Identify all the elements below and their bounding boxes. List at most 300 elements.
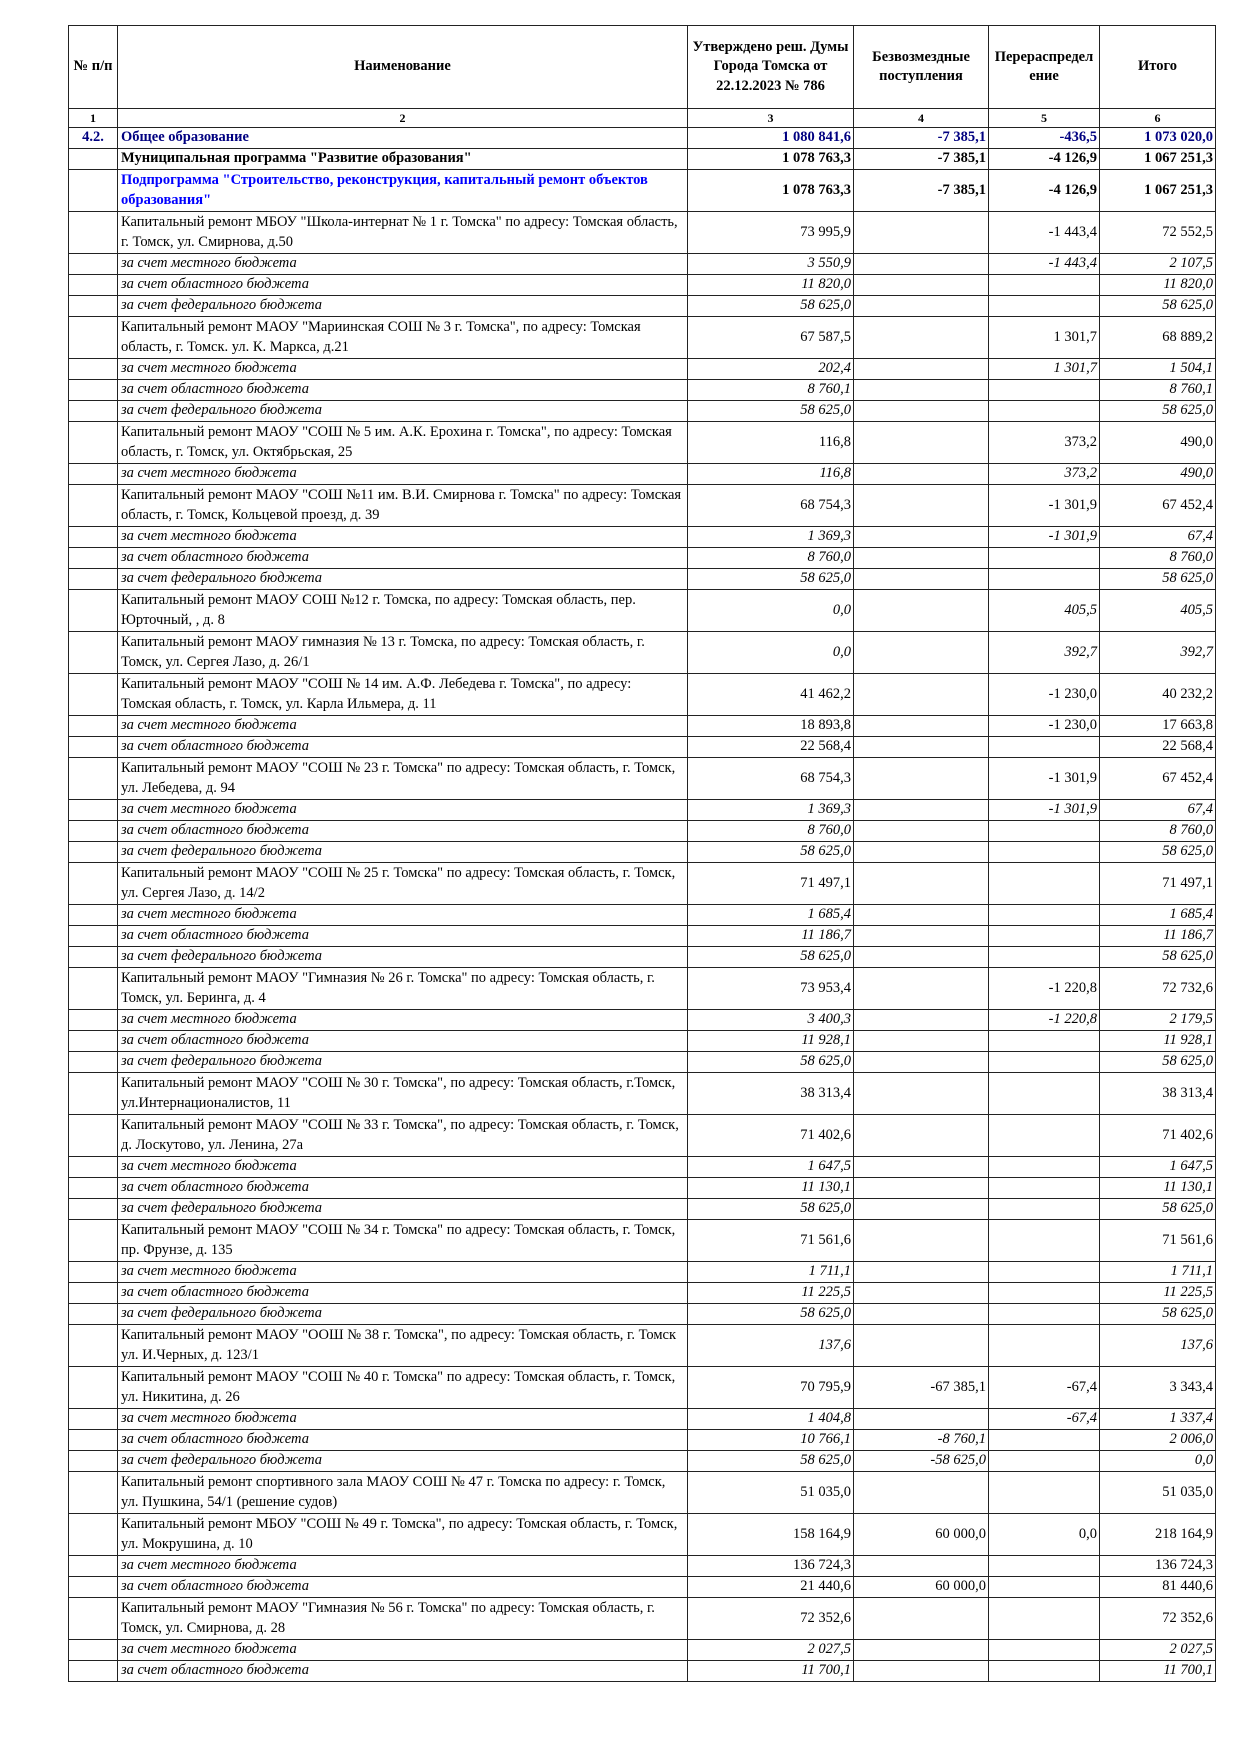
row-name: Капитальный ремонт МАОУ гимназия № 13 г. Томска, по адресу: Томская область, г. Томск, ул. Сергея Лазо, д. 26/1 [118,632,688,674]
row-number [69,1052,118,1073]
col-number: 3 [688,109,854,128]
approved-value: 1 685,4 [688,905,854,926]
redistribution-value: -436,5 [989,128,1100,149]
funding-source-row [69,842,1216,863]
table-row [69,674,1216,716]
grants-value [854,1178,989,1199]
grants-value: -58 625,0 [854,1451,989,1472]
approved-value: 71 561,6 [688,1220,854,1262]
row-name: Капитальный ремонт МАОУ "СОШ № 25 г. Томска" по адресу: Томская область, г. Томск, ул. Сергея Лазо, д. 14/2 [118,863,688,905]
table-row [69,1367,1216,1409]
total-value: 22 568,4 [1100,737,1216,758]
table-row [69,1514,1216,1556]
grants-value [854,1640,989,1661]
row-name: Капитальный ремонт МАОУ "Мариинская СОШ № 3 г. Томска", по адресу: Томская область, г. Томск. ул. К. Маркса, д.21 [118,317,688,359]
funding-source-row [69,464,1216,485]
approved-value: 58 625,0 [688,1052,854,1073]
row-number [69,1409,118,1430]
total-value: 81 440,6 [1100,1577,1216,1598]
row-number [69,1010,118,1031]
row-number [69,170,118,212]
redistribution-value [989,1304,1100,1325]
row-number [69,548,118,569]
total-value: 137,6 [1100,1325,1216,1367]
redistribution-value: 392,7 [989,632,1100,674]
redistribution-value [989,275,1100,296]
grants-value: 60 000,0 [854,1577,989,1598]
table-row [69,968,1216,1010]
table-row [69,422,1216,464]
approved-value: 202,4 [688,359,854,380]
total-value: 11 820,0 [1100,275,1216,296]
approved-value: 11 186,7 [688,926,854,947]
total-value: 58 625,0 [1100,842,1216,863]
approved-value: 1 404,8 [688,1409,854,1430]
funding-source-row [69,401,1216,422]
redistribution-value: -1 230,0 [989,674,1100,716]
approved-value: 58 625,0 [688,401,854,422]
row-name: за счет местного бюджета [118,716,688,737]
funding-source-row [69,737,1216,758]
row-number [69,1556,118,1577]
approved-value: 38 313,4 [688,1073,854,1115]
total-value: 405,5 [1100,590,1216,632]
redistribution-value [989,1220,1100,1262]
row-number [69,1472,118,1514]
funding-source-row [69,548,1216,569]
grants-value [854,1304,989,1325]
grants-value: -67 385,1 [854,1367,989,1409]
grants-value: 60 000,0 [854,1514,989,1556]
approved-value: 11 928,1 [688,1031,854,1052]
redistribution-value [989,1325,1100,1367]
funding-source-row [69,1640,1216,1661]
row-name: за счет местного бюджета [118,1409,688,1430]
total-value: 67,4 [1100,800,1216,821]
total-value: 58 625,0 [1100,401,1216,422]
row-name: за счет областного бюджета [118,821,688,842]
row-number [69,254,118,275]
row-name: Капитальный ремонт МБОУ "Школа-интернат № 1 г. Томска" по адресу: Томская область, г. Томск, ул. Смирнова, д.50 [118,212,688,254]
redistribution-value [989,842,1100,863]
row-number [69,1304,118,1325]
total-value: 11 186,7 [1100,926,1216,947]
funding-source-row [69,1157,1216,1178]
row-name: за счет федерального бюджета [118,1052,688,1073]
funding-source-row [69,569,1216,590]
approved-value: 73 953,4 [688,968,854,1010]
row-number [69,1514,118,1556]
table-row [69,632,1216,674]
approved-value: 71 497,1 [688,863,854,905]
total-value: 72 352,6 [1100,1598,1216,1640]
grants-value [854,569,989,590]
row-name: Общее образование [118,128,688,149]
row-name: Капитальный ремонт МБОУ "СОШ № 49 г. Томска", по адресу: Томская область, г. Томск, ул. Мокрушина, д. 10 [118,1514,688,1556]
redistribution-value: -4 126,9 [989,170,1100,212]
row-name: Капитальный ремонт МАОУ "Гимназия № 26 г. Томска" по адресу: Томская область, г. Томск, ул. Беринга, д. 4 [118,968,688,1010]
approved-value: 1 078 763,3 [688,170,854,212]
redistribution-value [989,821,1100,842]
funding-source-row [69,1010,1216,1031]
row-number [69,800,118,821]
row-name: за счет областного бюджета [118,1577,688,1598]
grants-value [854,1472,989,1514]
redistribution-value [989,863,1100,905]
approved-value: 58 625,0 [688,1304,854,1325]
grants-value [854,212,989,254]
approved-value: 58 625,0 [688,842,854,863]
funding-source-row [69,1430,1216,1451]
row-number [69,1262,118,1283]
redistribution-value [989,905,1100,926]
total-value: 392,7 [1100,632,1216,674]
total-value: 8 760,1 [1100,380,1216,401]
grants-value [854,1325,989,1367]
table-row [69,758,1216,800]
total-value: 0,0 [1100,1451,1216,1472]
redistribution-value: -1 301,9 [989,485,1100,527]
total-value: 11 225,5 [1100,1283,1216,1304]
grants-value: -7 385,1 [854,149,989,170]
total-value: 17 663,8 [1100,716,1216,737]
table-row [69,1325,1216,1367]
total-value: 67,4 [1100,527,1216,548]
approved-value: 0,0 [688,632,854,674]
redistribution-value: 0,0 [989,1514,1100,1556]
redistribution-value: 1 301,7 [989,317,1100,359]
approved-value: 11 820,0 [688,275,854,296]
row-number [69,275,118,296]
row-name: за счет областного бюджета [118,1178,688,1199]
row-name: за счет федерального бюджета [118,842,688,863]
total-value: 72 552,5 [1100,212,1216,254]
row-number [69,590,118,632]
approved-value: 11 130,1 [688,1178,854,1199]
grants-value [854,1661,989,1682]
grants-value [854,716,989,737]
redistribution-value [989,569,1100,590]
total-value: 11 700,1 [1100,1661,1216,1682]
grants-value [854,1052,989,1073]
redistribution-value [989,401,1100,422]
funding-source-row [69,1556,1216,1577]
row-number [69,968,118,1010]
total-value: 58 625,0 [1100,1052,1216,1073]
row-name: за счет федерального бюджета [118,947,688,968]
grants-value: -8 760,1 [854,1430,989,1451]
grants-value [854,1262,989,1283]
total-value: 1 073 020,0 [1100,128,1216,149]
row-name: за счет областного бюджета [118,380,688,401]
table-body [69,128,1216,1682]
total-value: 1 504,1 [1100,359,1216,380]
row-number [69,1220,118,1262]
row-name: за счет областного бюджета [118,926,688,947]
approved-value: 8 760,1 [688,380,854,401]
funding-source-row [69,905,1216,926]
approved-value: 18 893,8 [688,716,854,737]
redistribution-value [989,1073,1100,1115]
row-name: за счет областного бюджета [118,1430,688,1451]
row-name: за счет местного бюджета [118,1262,688,1283]
total-value: 8 760,0 [1100,821,1216,842]
row-name: за счет областного бюджета [118,548,688,569]
approved-value: 137,6 [688,1325,854,1367]
row-number [69,905,118,926]
grants-value [854,422,989,464]
row-number [69,149,118,170]
total-value: 72 732,6 [1100,968,1216,1010]
redistribution-value [989,1577,1100,1598]
funding-source-row [69,1178,1216,1199]
funding-source-row [69,275,1216,296]
section-row [69,128,1216,149]
redistribution-value: -67,4 [989,1409,1100,1430]
row-number [69,842,118,863]
funding-source-row [69,1052,1216,1073]
approved-value: 1 711,1 [688,1262,854,1283]
approved-value: 67 587,5 [688,317,854,359]
funding-source-row [69,1577,1216,1598]
row-number [69,1073,118,1115]
funding-source-row [69,800,1216,821]
grants-value [854,548,989,569]
col-number: 6 [1100,109,1216,128]
row-name: Муниципальная программа "Развитие образования" [118,149,688,170]
row-name: Капитальный ремонт МАОУ "СОШ №11 им. В.И. Смирнова г. Томска" по адресу: Томская область, г. Томск, Кольцевой проезд, д. 39 [118,485,688,527]
redistribution-value [989,1451,1100,1472]
header-num: № п/п [69,26,118,109]
total-value: 2 027,5 [1100,1640,1216,1661]
row-number [69,1577,118,1598]
approved-value: 11 225,5 [688,1283,854,1304]
grants-value [854,905,989,926]
grants-value [854,1598,989,1640]
row-name: за счет местного бюджета [118,800,688,821]
row-name: Капитальный ремонт МАОУ "СОШ № 40 г. Томска" по адресу: Томская область, г. Томск, ул. Никитина, д. 26 [118,1367,688,1409]
row-name: за счет местного бюджета [118,1640,688,1661]
total-value: 2 006,0 [1100,1430,1216,1451]
row-name: за счет местного бюджета [118,359,688,380]
total-value: 8 760,0 [1100,548,1216,569]
row-number [69,926,118,947]
table-row [69,1073,1216,1115]
approved-value: 158 164,9 [688,1514,854,1556]
row-number [69,737,118,758]
approved-value: 58 625,0 [688,1199,854,1220]
redistribution-value: -67,4 [989,1367,1100,1409]
total-value: 40 232,2 [1100,674,1216,716]
row-name: за счет областного бюджета [118,1661,688,1682]
total-value: 58 625,0 [1100,296,1216,317]
funding-source-row [69,926,1216,947]
redistribution-value: -4 126,9 [989,149,1100,170]
redistribution-value [989,380,1100,401]
grants-value [854,1157,989,1178]
grants-value [854,359,989,380]
grants-value [854,926,989,947]
row-name: Капитальный ремонт спортивного зала МАОУ СОШ № 47 г. Томска по адресу: г. Томск, ул. Пушкина, 54/1 (решение судов) [118,1472,688,1514]
funding-source-row [69,821,1216,842]
row-number [69,1451,118,1472]
row-name: Подпрограмма "Строительство, реконструкция, капитальный ремонт объектов образования" [118,170,688,212]
total-value: 67 452,4 [1100,485,1216,527]
funding-source-row [69,1661,1216,1682]
approved-value: 51 035,0 [688,1472,854,1514]
redistribution-value [989,296,1100,317]
approved-value: 58 625,0 [688,947,854,968]
table-row [69,1598,1216,1640]
grants-value [854,485,989,527]
redistribution-value [989,1472,1100,1514]
total-value: 58 625,0 [1100,947,1216,968]
total-value: 11 130,1 [1100,1178,1216,1199]
row-name: за счет местного бюджета [118,1010,688,1031]
funding-source-row [69,254,1216,275]
row-name: за счет федерального бюджета [118,1199,688,1220]
table-row [69,485,1216,527]
row-number [69,1640,118,1661]
redistribution-value [989,548,1100,569]
grants-value [854,1031,989,1052]
funding-source-row [69,1409,1216,1430]
approved-value: 68 754,3 [688,758,854,800]
row-number [69,1598,118,1640]
row-name: Капитальный ремонт МАОУ "СОШ № 14 им. А.Ф. Лебедева г. Томска", по адресу: Томская область, г. Томск, ул. Карла Ильмера, д. 11 [118,674,688,716]
row-name: за счет местного бюджета [118,464,688,485]
approved-value: 136 724,3 [688,1556,854,1577]
grants-value [854,254,989,275]
row-name: за счет федерального бюджета [118,296,688,317]
funding-source-row [69,1283,1216,1304]
row-name: за счет федерального бюджета [118,1304,688,1325]
redistribution-value: -1 301,9 [989,800,1100,821]
approved-value: 1 078 763,3 [688,149,854,170]
col-number: 1 [69,109,118,128]
total-value: 68 889,2 [1100,317,1216,359]
approved-value: 68 754,3 [688,485,854,527]
approved-value: 116,8 [688,464,854,485]
header-row [69,26,1216,109]
redistribution-value [989,1199,1100,1220]
approved-value: 41 462,2 [688,674,854,716]
row-number [69,527,118,548]
redistribution-value: -1 220,8 [989,1010,1100,1031]
redistribution-value [989,1556,1100,1577]
total-value: 71 497,1 [1100,863,1216,905]
row-number [69,1115,118,1157]
row-name: Капитальный ремонт МАОУ "ООШ № 38 г. Томска", по адресу: Томская область, г. Томск ул. И.Черных, д. 123/1 [118,1325,688,1367]
grants-value: -7 385,1 [854,128,989,149]
approved-value: 58 625,0 [688,1451,854,1472]
row-number: 4.2. [69,128,118,149]
redistribution-value [989,1640,1100,1661]
grants-value [854,947,989,968]
approved-value: 11 700,1 [688,1661,854,1682]
row-name: за счет местного бюджета [118,1157,688,1178]
row-number [69,674,118,716]
redistribution-value: -1 443,4 [989,254,1100,275]
redistribution-value [989,1115,1100,1157]
table-row [69,317,1216,359]
approved-value: 0,0 [688,590,854,632]
redistribution-value [989,737,1100,758]
total-value: 1 711,1 [1100,1262,1216,1283]
redistribution-value [989,1661,1100,1682]
row-number [69,821,118,842]
row-name: за счет местного бюджета [118,905,688,926]
total-value: 58 625,0 [1100,1199,1216,1220]
funding-source-row [69,359,1216,380]
redistribution-value: 405,5 [989,590,1100,632]
grants-value [854,821,989,842]
approved-value: 116,8 [688,422,854,464]
table-row [69,863,1216,905]
redistribution-value: 373,2 [989,422,1100,464]
redistribution-value: -1 220,8 [989,968,1100,1010]
row-name: за счет областного бюджета [118,275,688,296]
redistribution-value [989,926,1100,947]
header-total: Итого [1100,26,1216,109]
total-value: 2 107,5 [1100,254,1216,275]
row-number [69,1178,118,1199]
grants-value [854,758,989,800]
row-name: Капитальный ремонт МАОУ СОШ №12 г. Томска, по адресу: Томская область, пер. Юрточный, , д. 8 [118,590,688,632]
grants-value [854,1283,989,1304]
table-row [69,212,1216,254]
funding-source-row [69,527,1216,548]
table-row [69,1115,1216,1157]
redistribution-value [989,1598,1100,1640]
row-name: Капитальный ремонт МАОУ "СОШ № 30 г. Томска", по адресу: Томская область, г.Томск, ул.Интернационалистов, 11 [118,1073,688,1115]
funding-source-row [69,296,1216,317]
row-name: за счет местного бюджета [118,1556,688,1577]
approved-value: 1 369,3 [688,800,854,821]
total-value: 71 402,6 [1100,1115,1216,1157]
approved-value: 8 760,0 [688,821,854,842]
row-number [69,1430,118,1451]
total-value: 218 164,9 [1100,1514,1216,1556]
grants-value [854,800,989,821]
approved-value: 3 400,3 [688,1010,854,1031]
col-number: 4 [854,109,989,128]
row-number [69,1367,118,1409]
row-number [69,212,118,254]
grants-value [854,863,989,905]
funding-source-row [69,380,1216,401]
grants-value [854,464,989,485]
total-value: 3 343,4 [1100,1367,1216,1409]
row-name: за счет местного бюджета [118,254,688,275]
funding-source-row [69,947,1216,968]
row-number [69,296,118,317]
grants-value [854,1010,989,1031]
row-name: за счет областного бюджета [118,1031,688,1052]
header-grants: Безвозмездные поступления [854,26,989,109]
total-value: 58 625,0 [1100,569,1216,590]
approved-value: 58 625,0 [688,569,854,590]
approved-value: 8 760,0 [688,548,854,569]
row-number [69,758,118,800]
header-approved: Утверждено реш. Думы Города Томска от 22.12.2023 № 786 [688,26,854,109]
row-number [69,317,118,359]
grants-value [854,674,989,716]
row-number [69,947,118,968]
redistribution-value [989,1052,1100,1073]
grants-value [854,527,989,548]
approved-value: 3 550,9 [688,254,854,275]
